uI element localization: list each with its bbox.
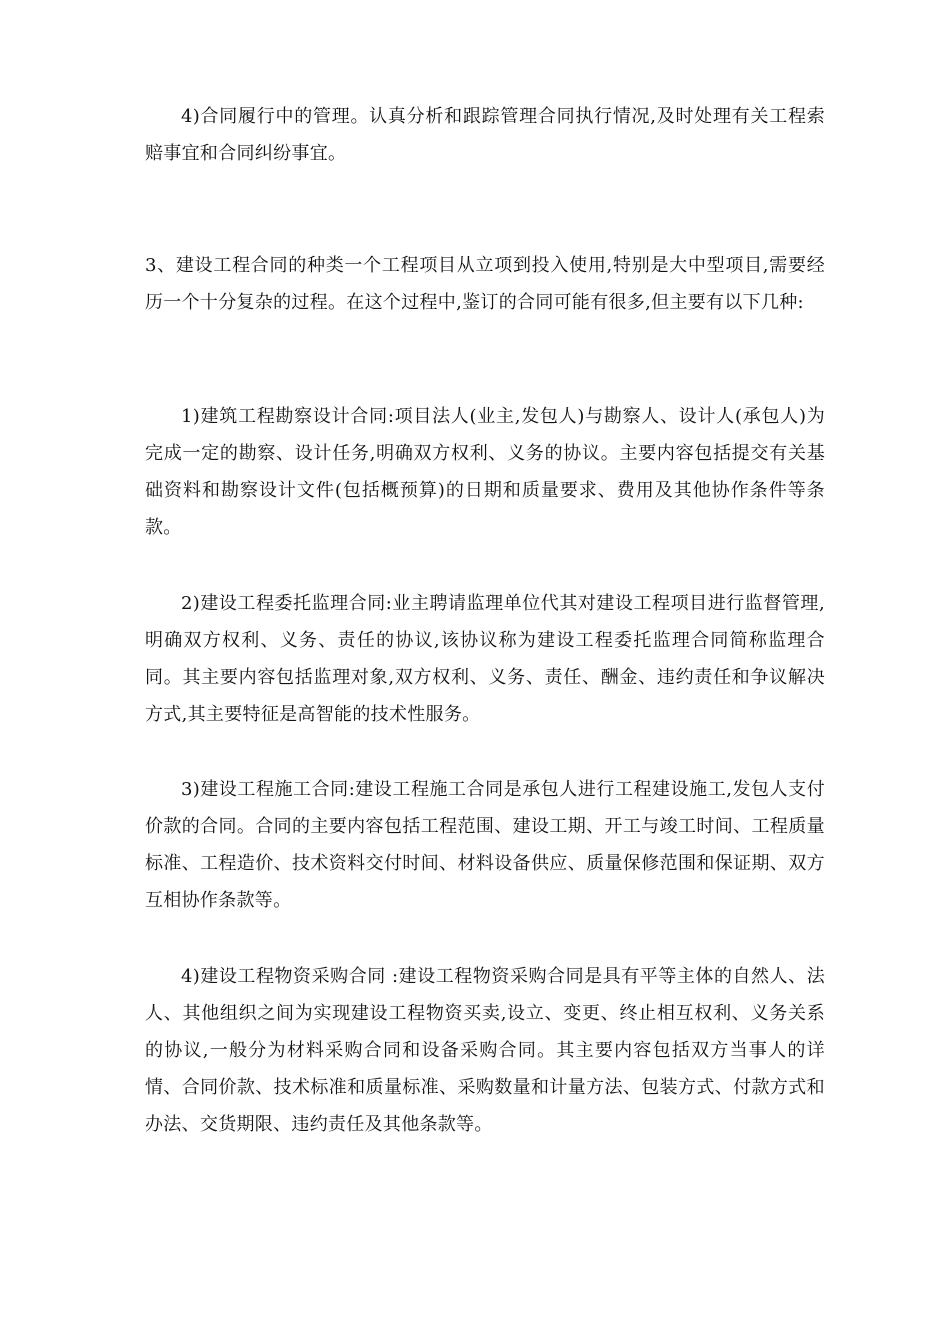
paragraph-contract-types-intro: 3、建设工程合同的种类一个工程项目从立项到投入使用,特别是大中型项目,需要经历一个十分复杂的过程。在这个过程中,鉴订的合同可能有很多,但主要有以下几种: — [145, 255, 825, 313]
paragraph-construction-contract: 3)建设工程施工合同:建设工程施工合同是承包人进行工程建设施工,发包人支付价款的合同。合同的主要内容包括工程范围、建设工期、开工与竣工时间、工程质量标准、工程造价、技术资料交付时间、材料设备供应、质量保修范围和保证期、双方互相协作条款等。 — [145, 779, 825, 911]
paragraph-survey-design-contract: 1)建筑工程勘察设计合同:项目法人(业主,发包人)与勘察人、设计人(承包人)为完成一定的勘察、设计任务,明确双方权利、义务的协议。主要内容包括提交有关基础资料和勘察设计文件(包括概预算)的日期和质量要求、费用及其他协作条件等条款。 — [145, 406, 825, 538]
paragraph-procurement-contract: 4)建设工程物资采购合同 :建设工程物资采购合同是具有平等主体的自然人、法人、其他组织之间为实现建设工程物资买卖,设立、变更、终止相互权利、义务关系的协议,一般分为材料采购合同和设备采购合同。其主要内容包括双方当事人的详情、合同价款、技术标准和质量标准、采购数量和计量方法、包装方式、付款方式和办法、交货期限、违约责任及其他条款等。 — [145, 966, 825, 1135]
paragraph-supervision-contract: 2)建设工程委托监理合同:业主聘请监理单位代其对建设工程项目进行监督管理,明确双方权利、义务、责任的协议,该协议称为建设工程委托监理合同简称监理合同。其主要内容包括监理对象,双方权利、义务、责任、酬金、违约责任和争议解决方式,其主要特征是高智能的技术性服务。 — [145, 593, 825, 725]
paragraph-contract-performance-management: 4)合同履行中的管理。认真分析和跟踪管理合同执行情况,及时处理有关工程索赔事宜和合同纠纷事宜。 — [145, 106, 825, 164]
